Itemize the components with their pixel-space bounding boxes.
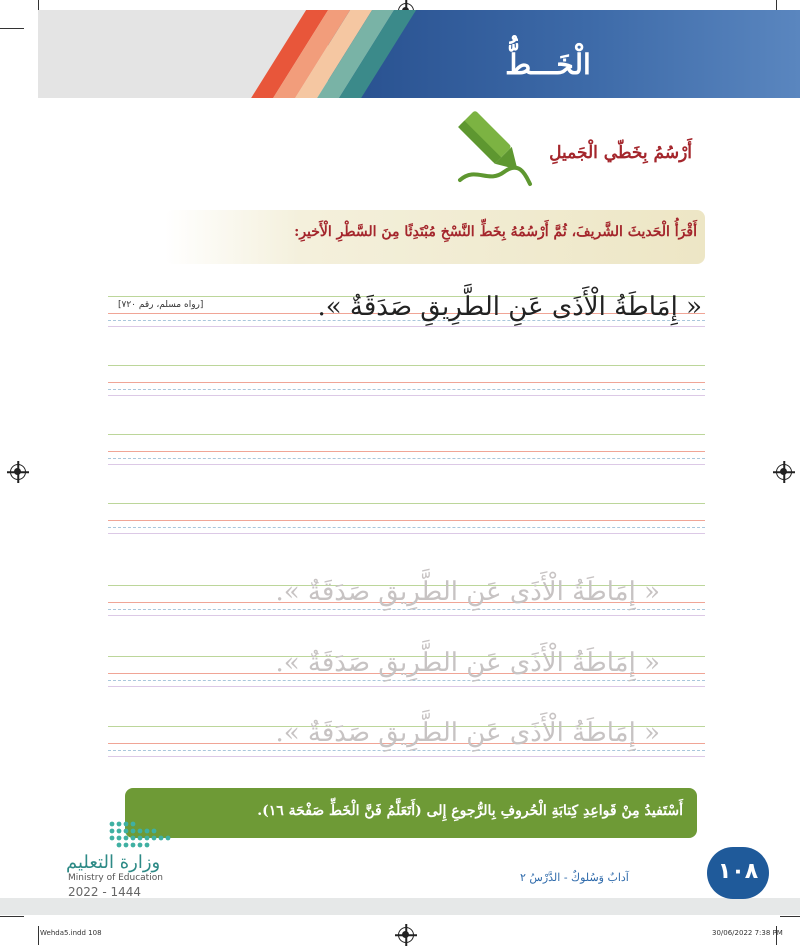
- hadith-text: « إِمَاطَةُ الْأَذَى عَنِ الطَّرِيقِ صَدَقَةٌ ».: [317, 292, 702, 322]
- guide-line: [108, 503, 705, 504]
- registration-mark-icon: [398, 927, 414, 943]
- registration-mark-icon: [10, 464, 26, 480]
- tracing-line: « إِمَاطَةُ الْأَذَى عَنِ الطَّرِيقِ صَدَقَةٌ ».: [275, 648, 660, 678]
- crop-mark: [0, 28, 24, 29]
- guide-line: [108, 520, 705, 521]
- crop-mark: [780, 916, 800, 917]
- footer-band: [0, 898, 800, 915]
- crop-mark: [0, 916, 24, 917]
- guide-line: [108, 365, 705, 366]
- guide-line: [108, 451, 705, 452]
- hadith-source: [رواه مسلم، رقم ٧٢٠]: [118, 300, 204, 310]
- instruction-text: أَقْرَأُ الْحَديثَ الشَّريفَ، ثُمَّ أَرْسُمُهُ بِخَطِّ النَّسْخِ مُبْتَدِئًا مِنَ السَّطْرِ الْأَخيرِ:: [294, 224, 697, 240]
- guide-line: [108, 756, 705, 757]
- guide-line: [108, 389, 705, 390]
- guide-line: [108, 527, 705, 528]
- ministry-name-arabic: وزارة التعليم: [66, 852, 161, 873]
- guide-line: [108, 434, 705, 435]
- tracing-line: « إِمَاطَةُ الْأَذَى عَنِ الطَّرِيقِ صَدَقَةٌ ».: [275, 718, 660, 748]
- print-date: 30/06/2022 7:38 PM: [712, 929, 783, 937]
- guide-line: [108, 458, 705, 459]
- academic-year: 2022 - 1444: [68, 885, 142, 899]
- guide-line: [108, 609, 705, 610]
- instruction-box: [165, 210, 705, 264]
- pencil-icon: [452, 110, 534, 188]
- tip-text: أَسْتَفيدُ مِنْ قَواعِدِ كِتابَةِ الْحُروفِ بِالرُّجوعِ إِلى (أَتَعَلَّمُ فَنَّ الْخَطِّ صَفْحَة ١٦).: [257, 803, 683, 819]
- guide-line: [108, 395, 705, 396]
- file-info: Wehda5.indd 108: [40, 929, 102, 937]
- page-title: الْخَـــطُّ: [505, 48, 591, 81]
- page-number: ١٠٨: [717, 859, 759, 884]
- header-band: [38, 10, 800, 98]
- ministry-name-english: Ministry of Education: [68, 873, 163, 883]
- guide-line: [108, 382, 705, 383]
- tracing-line: « إِمَاطَةُ الْأَذَى عَنِ الطَّرِيقِ صَدَقَةٌ ».: [275, 577, 660, 607]
- guide-line: [108, 686, 705, 687]
- guide-line: [108, 464, 705, 465]
- tip-bar: [125, 788, 697, 838]
- guide-line: [108, 615, 705, 616]
- guide-line: [108, 680, 705, 681]
- guide-line: [108, 326, 705, 327]
- registration-mark-icon: [776, 464, 792, 480]
- guide-line: [108, 750, 705, 751]
- breadcrumb: آدابٌ وَسُلوكٌ - الدَّرْسُ ٢: [520, 871, 629, 884]
- page-number-badge: [707, 847, 769, 899]
- ministry-logo-icon: [108, 820, 190, 850]
- section-title: أَرْسُمُ بِخَطّي الْجَميلِ: [549, 143, 692, 163]
- crop-mark: [38, 926, 39, 945]
- guide-line: [108, 533, 705, 534]
